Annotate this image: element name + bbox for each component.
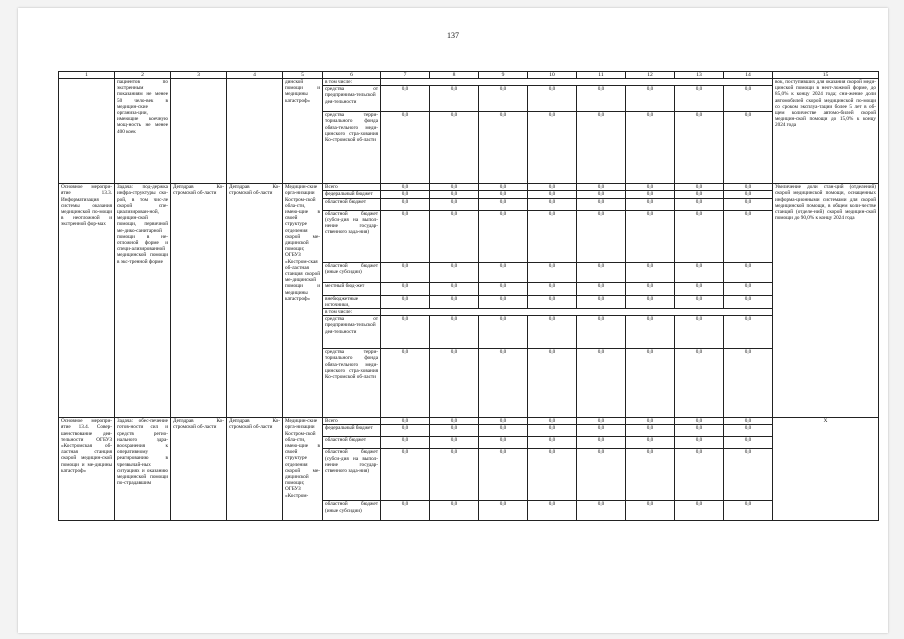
- funding-source-label: средства терри-ториального фонда обяза-тельного меди-цинского стра-хования Ко-стромской об-ласти: [323, 349, 381, 418]
- funding-source-label: Всего: [323, 184, 381, 191]
- block_top-col3: [171, 79, 227, 184]
- value-cell: 0,0: [381, 112, 430, 184]
- value-cell: 0,0: [577, 501, 626, 521]
- value-cell: 0,0: [675, 418, 724, 425]
- value-cell: 0,0: [577, 210, 626, 262]
- value-cell: 0,0: [479, 425, 528, 437]
- value-cell: 0,0: [430, 316, 479, 349]
- document-page: [18, 8, 888, 633]
- value-cell: 0,0: [724, 262, 773, 282]
- value-cell: 0,0: [528, 501, 577, 521]
- program-table: [58, 71, 879, 521]
- value-cell: 0,0: [381, 198, 430, 210]
- value-cell: 0,0: [479, 316, 528, 349]
- funding-source-label: областной бюджет (иные субсидии): [323, 262, 381, 282]
- value-cell: 0,0: [675, 262, 724, 282]
- value-cell: 0,0: [430, 349, 479, 418]
- column-header-14: 14: [724, 72, 773, 79]
- block_134-col15: Х: [773, 418, 879, 521]
- funding-source-label: областной бюджет: [323, 437, 381, 449]
- funding-source-label: областной бюджет (иные субсидии): [323, 501, 381, 521]
- value-cell: 0,0: [381, 418, 430, 425]
- value-cell: 0,0: [724, 191, 773, 198]
- column-header-9: 9: [479, 72, 528, 79]
- value-cell: 0,0: [528, 295, 577, 308]
- value-cell: 0,0: [675, 449, 724, 501]
- value-cell: 0,0: [381, 86, 430, 112]
- funding-source-label: областной бюджет (субси-дия на выпол-нение государ-ственного зада-ния): [323, 449, 381, 501]
- value-cell: 0,0: [724, 198, 773, 210]
- value-cell: 0,0: [675, 282, 724, 295]
- value-cell: 0,0: [381, 316, 430, 349]
- block_top-col15: вок, поступивших для оказания скорой меди-цинской помощи в неот-ложной форме, до 85,0% к концу 2024 года; сни-жение доли автомобилей скорой медицинской по-мощи со сроком эксплуа-тации более 5 лет в об-щем количестве автомо-билей скорой медицин-ской помощи до 15,0% к концу 2024 года: [773, 79, 879, 184]
- column-header-5: 5: [283, 72, 323, 79]
- block_top-col1: [59, 79, 115, 184]
- value-cell: 0,0: [479, 191, 528, 198]
- value-cell: 0,0: [381, 184, 430, 191]
- value-cell: 0,0: [430, 184, 479, 191]
- value-cell: 0,0: [724, 349, 773, 418]
- block_133-col4: Депздрав Ко-стромской об-ласти: [227, 184, 283, 418]
- block_134-col4: Депздрав Ко-стромской об-ласти: [227, 418, 283, 521]
- value-cell: 0,0: [626, 262, 675, 282]
- value-cell: 0,0: [675, 501, 724, 521]
- value-cell: 0,0: [381, 349, 430, 418]
- value-cell: 0,0: [479, 112, 528, 184]
- value-cell: 0,0: [430, 282, 479, 295]
- block_top-col4: [227, 79, 283, 184]
- value-cell: 0,0: [430, 437, 479, 449]
- value-cell: 0,0: [626, 210, 675, 262]
- value-cell: 0,0: [626, 191, 675, 198]
- column-header-3: 3: [171, 72, 227, 79]
- value-cell: 0,0: [528, 282, 577, 295]
- funding-source-label: местный бюд-жет: [323, 282, 381, 295]
- value-cell: 0,0: [479, 198, 528, 210]
- value-cell: 0,0: [479, 295, 528, 308]
- value-cell: 0,0: [430, 449, 479, 501]
- funding-source-label: Всего: [323, 418, 381, 425]
- value-cell: 0,0: [430, 501, 479, 521]
- funding-source-label: в том числе:: [323, 309, 381, 316]
- value-cell: 0,0: [381, 449, 430, 501]
- value-cell: 0,0: [381, 437, 430, 449]
- value-cell: 0,0: [430, 262, 479, 282]
- block_134-col5: Медицин-ские орга-низации Костром-ской обла-сти, имею-щие в своей структуре отделения скорой ме-дицинской помощи; ОГБУЗ «Костром-: [283, 418, 323, 521]
- value-cell: 0,0: [577, 86, 626, 112]
- value-cell: 0,0: [381, 501, 430, 521]
- value-cell: 0,0: [430, 112, 479, 184]
- empty-value-cells: [381, 309, 773, 316]
- value-cell: 0,0: [577, 262, 626, 282]
- table-row: [59, 418, 879, 425]
- value-cell: 0,0: [724, 184, 773, 191]
- value-cell: 0,0: [528, 262, 577, 282]
- value-cell: 0,0: [577, 437, 626, 449]
- value-cell: 0,0: [577, 449, 626, 501]
- funding-source-label: областной бюджет: [323, 198, 381, 210]
- funding-source-label: средства от предпринима-тельской дея-тельности: [323, 86, 381, 112]
- value-cell: 0,0: [626, 437, 675, 449]
- value-cell: 0,0: [577, 184, 626, 191]
- funding-source-label: средства терри-ториального фонда обяза-тельного меди-цинского стра-хования Ко-стромской об-ласти: [323, 112, 381, 184]
- value-cell: 0,0: [675, 191, 724, 198]
- value-cell: 0,0: [528, 86, 577, 112]
- block_134-col3: Депздрав Ко-стромской об-ласти: [171, 418, 227, 521]
- column-header-4: 4: [227, 72, 283, 79]
- block_133-col2: Задача: под-держка инфра-структуры ско-рой, в том чис-ле скорой спе-циализирован-ной, медицин-ской помощи, первичной ме-дико-санитарной помощи в не-отложной форме и специ-ализированной медицинской помощи в экс-тренной форме: [115, 184, 171, 418]
- block_134-col1: Основное меропри-ятие 13.4. Совер-шенствование дея-тельности ОГБУЗ «Костромская об-ластная станция скорой медицин-ской помощи и ме-дицины катастроф»: [59, 418, 115, 521]
- value-cell: 0,0: [577, 191, 626, 198]
- value-cell: 0,0: [479, 449, 528, 501]
- value-cell: 0,0: [381, 262, 430, 282]
- block_top-col5: динской помощи и медицины катастроф»: [283, 79, 323, 184]
- value-cell: 0,0: [626, 425, 675, 437]
- value-cell: 0,0: [528, 184, 577, 191]
- column-header-1: 1: [59, 72, 115, 79]
- column-header-15: 15: [773, 72, 879, 79]
- header-row: [59, 72, 879, 79]
- value-cell: 0,0: [626, 501, 675, 521]
- value-cell: 0,0: [724, 282, 773, 295]
- table-row: [59, 79, 879, 86]
- value-cell: 0,0: [675, 112, 724, 184]
- column-header-8: 8: [430, 72, 479, 79]
- value-cell: 0,0: [479, 418, 528, 425]
- value-cell: 0,0: [577, 198, 626, 210]
- table-row: [59, 184, 879, 191]
- value-cell: 0,0: [724, 210, 773, 262]
- funding-source-label: федеральный бюджет: [323, 191, 381, 198]
- value-cell: 0,0: [430, 86, 479, 112]
- value-cell: 0,0: [528, 112, 577, 184]
- value-cell: 0,0: [675, 210, 724, 262]
- value-cell: 0,0: [724, 501, 773, 521]
- value-cell: 0,0: [675, 184, 724, 191]
- value-cell: 0,0: [675, 425, 724, 437]
- value-cell: 0,0: [675, 198, 724, 210]
- value-cell: 0,0: [626, 418, 675, 425]
- value-cell: 0,0: [724, 418, 773, 425]
- value-cell: 0,0: [626, 349, 675, 418]
- empty-value-cells: [381, 79, 773, 86]
- value-cell: 0,0: [528, 437, 577, 449]
- value-cell: 0,0: [626, 295, 675, 308]
- value-cell: 0,0: [724, 112, 773, 184]
- value-cell: 0,0: [626, 112, 675, 184]
- value-cell: 0,0: [479, 282, 528, 295]
- value-cell: 0,0: [381, 425, 430, 437]
- value-cell: 0,0: [626, 449, 675, 501]
- value-cell: 0,0: [381, 295, 430, 308]
- block_133-col1: Основное меропри-ятие 13.3. Информатизация системы оказания медицинской по-мощи в неотложной и экстренной фор-мах: [59, 184, 115, 418]
- value-cell: 0,0: [675, 295, 724, 308]
- value-cell: 0,0: [381, 210, 430, 262]
- funding-source-label: федеральный бюджет: [323, 425, 381, 437]
- value-cell: 0,0: [675, 316, 724, 349]
- funding-source-label: средства от предпринима-тельской дея-тельности: [323, 316, 381, 349]
- column-header-13: 13: [675, 72, 724, 79]
- value-cell: 0,0: [430, 425, 479, 437]
- value-cell: 0,0: [479, 349, 528, 418]
- value-cell: 0,0: [528, 349, 577, 418]
- value-cell: 0,0: [430, 191, 479, 198]
- value-cell: 0,0: [430, 295, 479, 308]
- value-cell: 0,0: [577, 349, 626, 418]
- value-cell: 0,0: [724, 449, 773, 501]
- value-cell: 0,0: [479, 86, 528, 112]
- block_133-col5: Медицин-ские орга-низации Костром-ской обла-сти, имею-щие в своей структуре отделения скорой ме-дицинской помощи; ОГБУЗ «Костром-ская об-ластная станция скорой ме-дицинской помощи и медицины катастроф»: [283, 184, 323, 418]
- value-cell: 0,0: [577, 425, 626, 437]
- value-cell: 0,0: [577, 282, 626, 295]
- value-cell: 0,0: [675, 349, 724, 418]
- value-cell: 0,0: [626, 86, 675, 112]
- value-cell: 0,0: [626, 198, 675, 210]
- value-cell: 0,0: [381, 191, 430, 198]
- column-header-10: 10: [528, 72, 577, 79]
- funding-source-label: внебюджетные источники,: [323, 295, 381, 308]
- value-cell: 0,0: [626, 316, 675, 349]
- value-cell: 0,0: [626, 282, 675, 295]
- block_134-col2: Задача: обес-печение готов-ности сил и средств регио-нального здра-воохранения к оперативному реагированию в чрезвычай-ных ситуациях и оказанию медицинской помощи по-страдавшим: [115, 418, 171, 521]
- block_133-col3: Депздрав Ко-стромской об-ласти: [171, 184, 227, 418]
- value-cell: 0,0: [430, 210, 479, 262]
- value-cell: 0,0: [577, 295, 626, 308]
- block_133-col15: Увеличение доли стан-ций (отделений) скорой медицинской помощи, оснащенных информа-ционными системами для скорой медицинской помощи, в общем коли-честве станций (отделе-ний) скорой медицин-ской помощи до 90,0% к концу 2024 года: [773, 184, 879, 418]
- value-cell: 0,0: [528, 418, 577, 425]
- value-cell: 0,0: [430, 418, 479, 425]
- value-cell: 0,0: [724, 316, 773, 349]
- value-cell: 0,0: [724, 425, 773, 437]
- value-cell: 0,0: [479, 210, 528, 262]
- column-header-7: 7: [381, 72, 430, 79]
- value-cell: 0,0: [381, 282, 430, 295]
- column-header-2: 2: [115, 72, 171, 79]
- value-cell: 0,0: [528, 210, 577, 262]
- funding-source-label: областной бюджет (субси-дия на выпол-нение государ-ственного зада-ния): [323, 210, 381, 262]
- column-header-11: 11: [577, 72, 626, 79]
- value-cell: 0,0: [528, 191, 577, 198]
- value-cell: 0,0: [479, 501, 528, 521]
- block_top-col2: пациентов по экстренным показаниям не менее 50 чело-век в медицин-ские организа-ции, имеющие коечную мощ-ность не менее 400 коек: [115, 79, 171, 184]
- value-cell: 0,0: [577, 418, 626, 425]
- column-header-6: 6: [323, 72, 381, 79]
- value-cell: 0,0: [626, 184, 675, 191]
- value-cell: 0,0: [528, 449, 577, 501]
- value-cell: 0,0: [479, 437, 528, 449]
- value-cell: 0,0: [528, 425, 577, 437]
- value-cell: 0,0: [577, 112, 626, 184]
- value-cell: 0,0: [479, 184, 528, 191]
- value-cell: 0,0: [577, 316, 626, 349]
- value-cell: 0,0: [724, 86, 773, 112]
- value-cell: 0,0: [479, 262, 528, 282]
- page-number: 137: [447, 31, 459, 40]
- funding-source-label: в том числе:: [323, 79, 381, 86]
- value-cell: 0,0: [724, 437, 773, 449]
- value-cell: 0,0: [724, 295, 773, 308]
- value-cell: 0,0: [675, 86, 724, 112]
- value-cell: 0,0: [430, 198, 479, 210]
- column-header-12: 12: [626, 72, 675, 79]
- value-cell: 0,0: [675, 437, 724, 449]
- value-cell: 0,0: [528, 316, 577, 349]
- value-cell: 0,0: [528, 198, 577, 210]
